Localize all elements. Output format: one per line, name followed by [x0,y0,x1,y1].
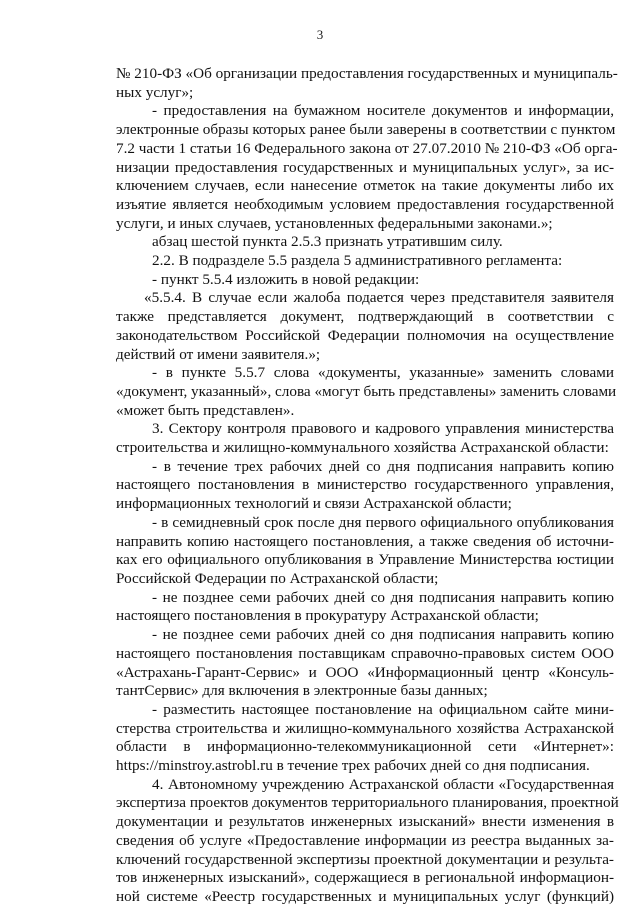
text-line: настоящего постановления в прокуратуру Астраханской области; [116,607,539,625]
text-line: - пункт 5.5.4 изложить в новой редакции: [152,270,420,288]
text-line: 4. Автономному учреждению Астраханской области «Государственная [152,775,614,793]
text-line: сведения об услуге «Предоставление информации из реестра выданных за- [116,831,614,849]
text-line: - в пункте 5.5.7 слова «документы, указанные» заменить словами [152,364,614,382]
text-line: «может быть представлен». [116,401,295,419]
text-line: - не позднее семи рабочих дней со дня подписания направить копию [152,626,614,644]
text-line: - в семидневный срок после дня первого официального опубликования [152,513,614,531]
text-line: стерства строительства и жилищно-коммунального хозяйства Астраханской [116,719,614,737]
text-line: информационных технологий и связи Астраханской области; [116,495,512,513]
text-line: № 210-ФЗ «Об организации предоставления государственных и муниципаль- [116,65,618,82]
document-body [116,65,619,907]
text-line: тантСервис» для включения в электронные базы данных; [116,682,488,700]
text-line: законодательством Российской Федерации полномочия на осуществление [116,326,614,344]
text-line: «Астрахань-Гарант-Сервис» и ООО «Информационный центр «Консуль- [116,663,614,681]
text-line: электронные образы которых ранее были заверены в соответствии с пунктом [116,121,616,139]
text-line: «5.5.4. В случае если жалоба подается через представителя заявителя [144,289,614,307]
text-line: ных услуг»; [116,83,194,101]
text-line: направить копию настоящего постановления, а также сведения об источни- [116,532,614,550]
text-line: Российской Федерации по Астраханской области; [116,569,439,587]
text-line: - предоставления на бумажном носителе документов и информации, [152,102,614,120]
text-line: услуги, и иных случаев, установленных федеральными законами.»; [116,214,553,232]
text-line: - не позднее семи рабочих дней со дня подписания направить копию [152,588,614,606]
text-line: ключением случаев, если нанесение отметок на такие документы либо их [116,177,614,195]
text-line: настоящего постановления поставщикам справочно-правовых систем ООО [116,644,614,662]
text-line: https://minstroy.astrobl.ru в течение трех рабочих дней со дня подписания. [116,757,590,775]
text-line: ной системе «Реестр государственных и муниципальных услуг (функций) [116,887,614,905]
text-line: экспертиза проектов документов территориального планирования, проектной [116,794,619,812]
page-number: 3 [316,27,324,42]
text-line: ключений государственной экспертизы проектной документации и результа- [116,850,614,868]
text-line: ках его официального опубликования в Управление Министерства юстиции [116,551,614,569]
text-line: 7.2 части 1 статьи 16 Федерального закона от 27.07.2010 № 210-ФЗ «Об орга- [116,139,618,157]
text-line: изъятие является необходимым условием предоставления государственной [116,195,614,213]
text-line: действий от имени заявителя.»; [116,345,321,363]
text-line: 2.2. В подразделе 5.5 раздела 5 административного регламента: [152,252,563,270]
text-line: - в течение трех рабочих дней со дня подписания направить копию [152,457,614,475]
text-line: строительства и жилищно-коммунального хозяйства Астраханской области: [116,439,609,457]
text-line: области в информационно-телекоммуникационной сети «Интернет»: [116,738,614,756]
text-line: настоящего постановления в министерство государственного управления, [116,476,614,494]
text-line: «документ, указанный», слова «могут быть представлены» заменить словами [116,382,617,400]
text-line: документации и результатов инженерных изысканий» внести изменения в [116,813,614,831]
text-line: тов инженерных изысканий», содержащиеся в региональной информацион- [116,869,614,887]
text-line: - разместить настоящее постановление на официальном сайте мини- [152,700,614,718]
text-line: низации предоставления государственных и муниципальных услуг», за ис- [116,158,614,176]
text-line: также представляется документ, подтверждающий в соответствии с [116,308,614,326]
text-line: 3. Сектору контроля правового и кадрового управления министерства [152,420,614,438]
text-line: абзац шестой пункта 2.5.3 признать утратившим силу. [152,233,503,251]
